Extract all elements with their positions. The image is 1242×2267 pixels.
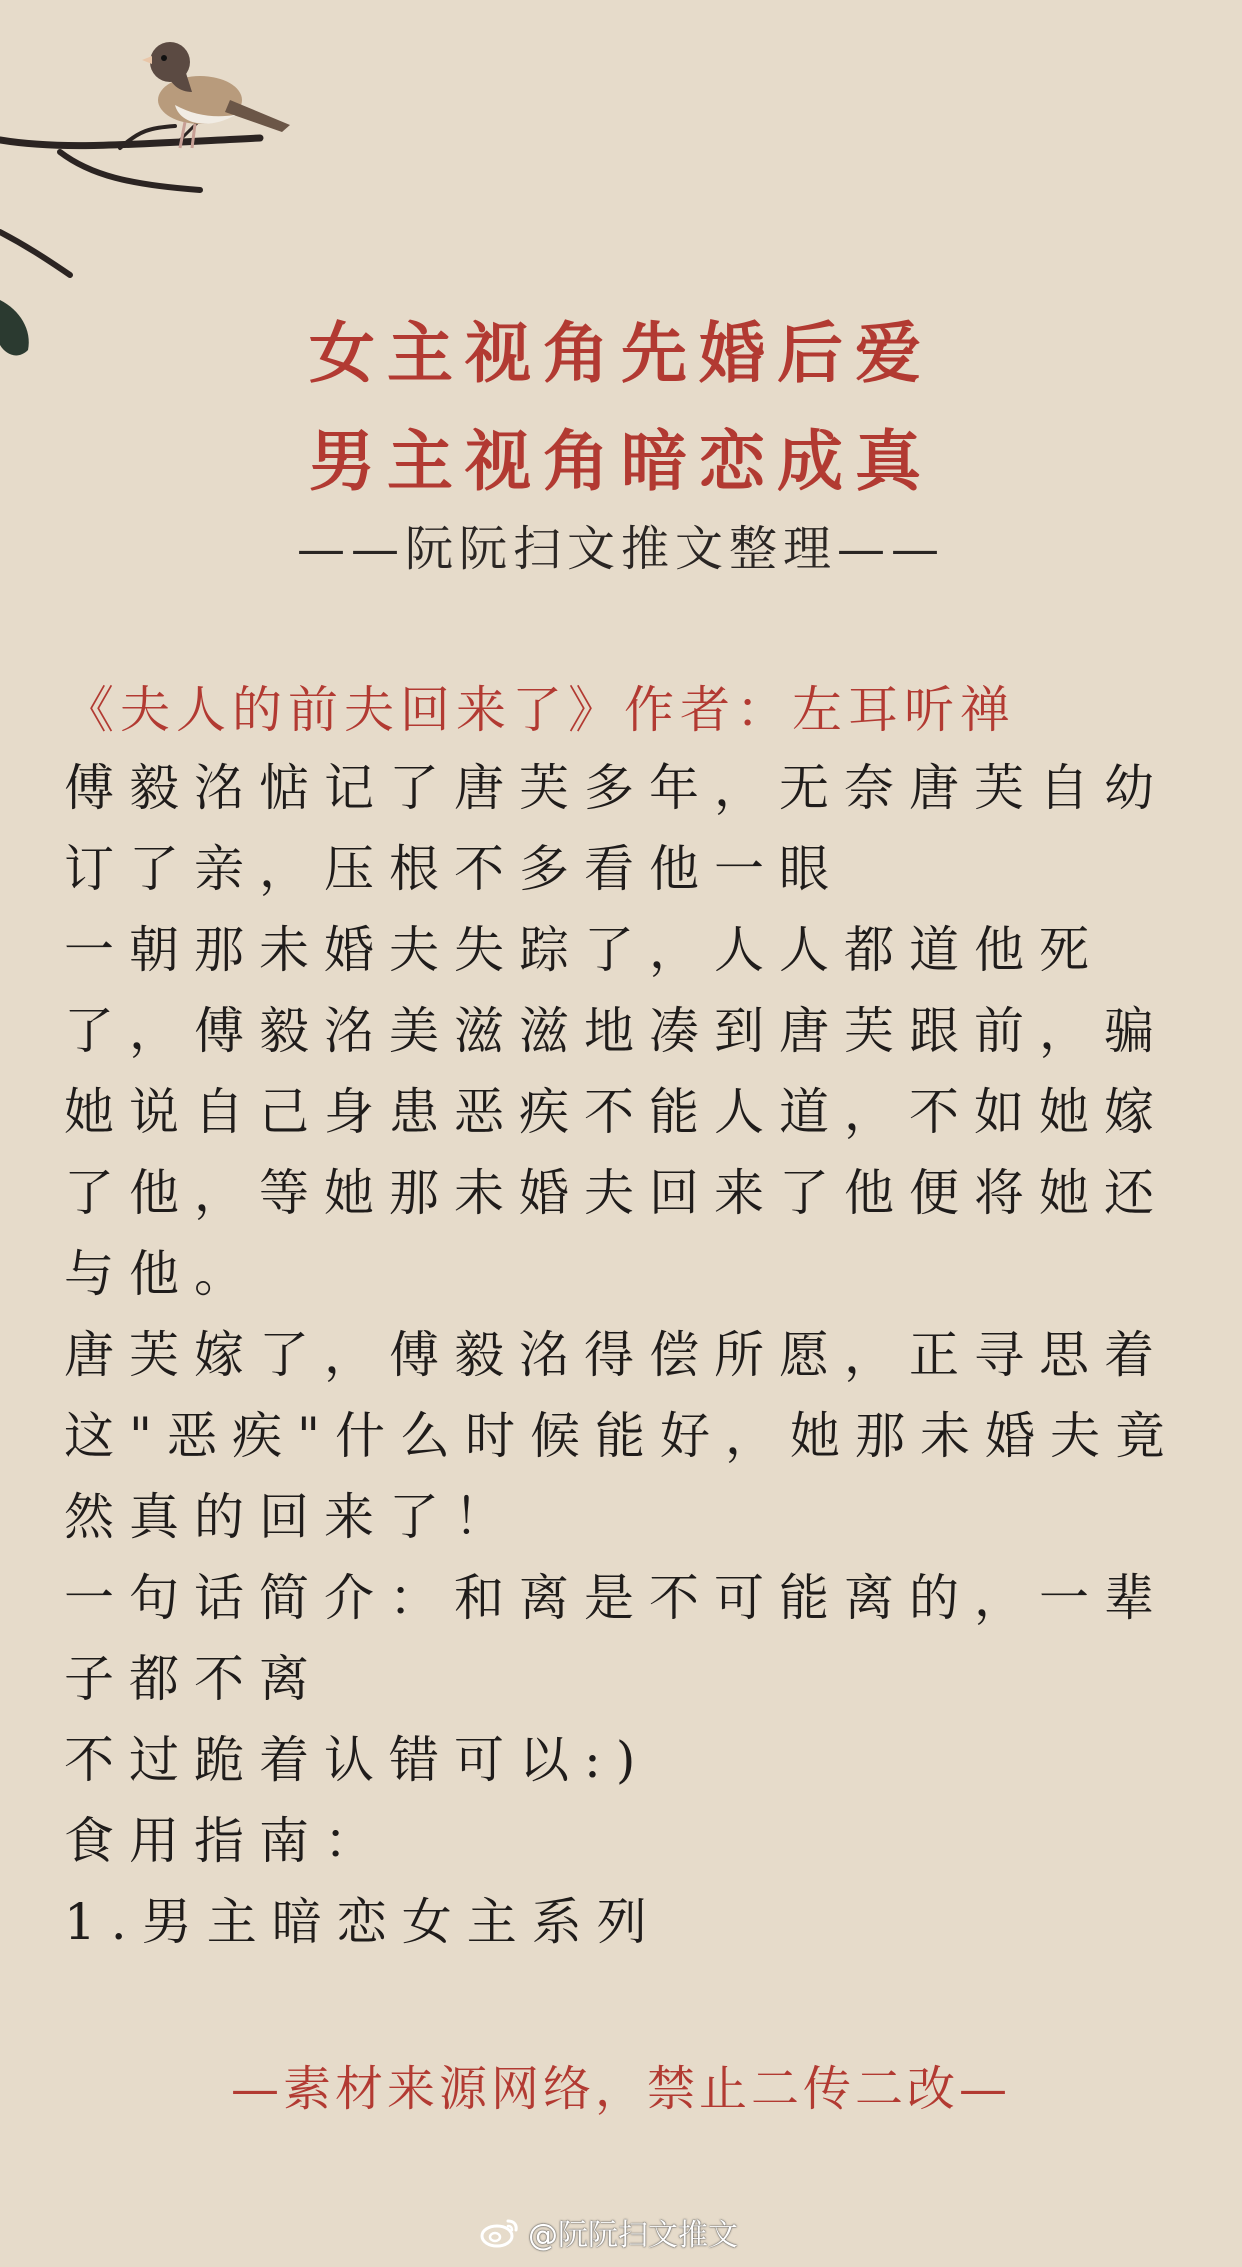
paragraph: 食用指南： (64, 1812, 389, 1870)
paragraph: 一朝那未婚夫失踪了，人人都道他死了，傅毅洺美滋滋地凑到唐芙跟前，骗她说自己身患恶疾不能人道，不如她嫁了他，等她那未婚夫回来了他便将她还与他。 (64, 921, 1169, 1303)
paragraph: 唐芙嫁了，傅毅洺得偿所愿，正寻思着这"恶疾"什么时候能好，她那未婚夫竟然真的回来了！ (64, 1326, 1180, 1546)
title-line-2: 男主视角暗恋成真 (309, 422, 933, 500)
paragraph: 1.男主暗恋女主系列 (64, 1893, 662, 1951)
source-note: —素材来源网络，禁止二传二改— (230, 2061, 1011, 2117)
book-title-author: 《夫人的前夫回来了》作者：左耳听禅 (64, 681, 1016, 739)
weibo-watermark (480, 2210, 780, 2254)
subtitle: ——阮阮扫文推文整理—— (296, 521, 945, 577)
synopsis-body (64, 748, 1182, 1963)
paragraph: 不过跪着认错可以:) (64, 1731, 651, 1789)
paragraph: 傅毅洺惦记了唐芙多年，无奈唐芙自幼订了亲，压根不多看他一眼 (64, 759, 1169, 898)
branch-icon (0, 120, 260, 275)
title-line-1: 女主视角先婚后爱 (309, 314, 933, 392)
weibo-icon (480, 2215, 520, 2249)
watermark-text: @阮阮扫文推文 (528, 2218, 738, 2253)
bird-icon (142, 42, 290, 148)
paragraph: 一句话简介：和离是不可能离的，一辈子都不离 (64, 1569, 1169, 1708)
